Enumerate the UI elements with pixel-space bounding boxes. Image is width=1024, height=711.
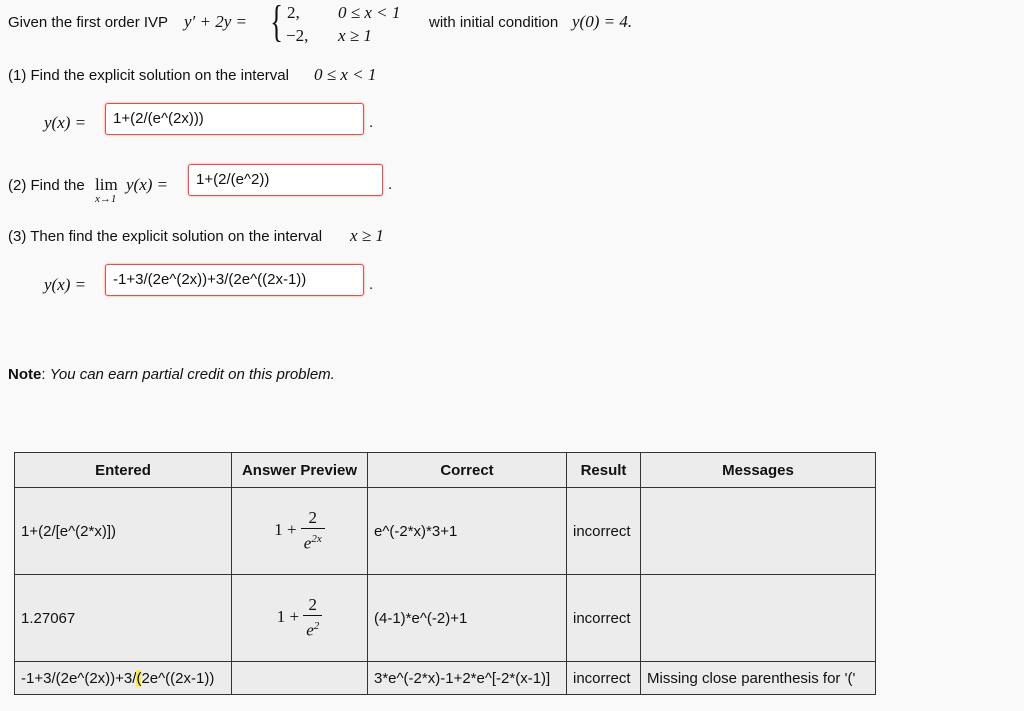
results-table xyxy=(14,452,876,695)
preview-fraction xyxy=(301,508,325,554)
note-label: Note xyxy=(8,366,42,383)
answer-input-3[interactable]: -1+3/(2e^(2x))+3/(2e^((2x-1)) xyxy=(105,264,364,296)
case2-value: −2, xyxy=(286,26,309,45)
table-row xyxy=(15,662,876,695)
header-correct: Correct xyxy=(368,453,567,488)
header-result: Result xyxy=(567,453,641,488)
part3-interval: x ≥ 1 xyxy=(350,226,384,245)
preview-numerator: 2 xyxy=(308,508,317,528)
entered-pre: -1+3/(2e^(2x))+3/ xyxy=(21,669,137,687)
preview-fraction xyxy=(303,595,322,641)
header-messages: Messages xyxy=(641,453,876,488)
note: Note: You can earn partial credit on this problem. xyxy=(8,366,335,383)
correct-cell: (4-1)*e^(-2)+1 xyxy=(368,575,567,662)
initial-condition-math: y(0) = 4. xyxy=(572,12,633,31)
header-entered: Entered xyxy=(15,453,232,488)
result-cell: incorrect xyxy=(567,575,641,662)
part2-prompt: (2) Find the xyxy=(8,177,85,194)
part3-lhs: y(x) = xyxy=(44,275,87,294)
message-cell xyxy=(641,575,876,662)
preview-lead: 1 + xyxy=(274,519,297,539)
preview-denominator: $e^{2x}$ xyxy=(301,528,325,554)
table-row xyxy=(15,575,876,662)
note-text: You can earn partial credit on this problem. xyxy=(49,366,335,383)
case1-value: 2, xyxy=(287,3,300,22)
ode-lhs: y′ + 2y = xyxy=(184,12,248,31)
limit-operator: lim xyxy=(95,175,118,194)
piecewise-brace: { xyxy=(270,0,283,46)
table-row xyxy=(15,488,876,575)
entered-cell: 1.27067 xyxy=(15,575,232,662)
problem-intro: Given the first order IVP xyxy=(8,14,169,31)
table-header-row xyxy=(15,453,876,488)
part1-prompt: (1) Find the explicit solution on the interval xyxy=(8,67,289,84)
part3-prompt: (3) Then find the explicit solution on the interval xyxy=(8,228,323,245)
preview-denominator: $e^2$ xyxy=(303,615,322,641)
result-cell: incorrect xyxy=(567,488,641,575)
initial-condition-text: with initial condition xyxy=(429,14,559,31)
limit-subscript: x→1 xyxy=(95,193,117,205)
period: . xyxy=(369,276,374,293)
entered-post: 2e^((2x-1)) xyxy=(141,669,215,687)
case2-condition: x ≥ 1 xyxy=(338,26,372,45)
part1-interval: 0 ≤ x < 1 xyxy=(314,65,377,84)
period: . xyxy=(388,176,393,193)
preview-cell xyxy=(232,575,368,662)
answer-input-2[interactable]: 1+(2/(e^2)) xyxy=(188,164,383,196)
preview-lead: 1 + xyxy=(276,606,300,626)
preview-numerator: 2 xyxy=(308,595,317,615)
answer-input-1[interactable]: 1+(2/(e^(2x))) xyxy=(105,103,364,135)
case1-condition: 0 ≤ x < 1 xyxy=(338,3,401,22)
limit-expression: y(x) = xyxy=(126,175,169,194)
preview-cell xyxy=(232,488,368,575)
correct-cell: 3*e^(-2*x)-1+2*e^[-2*(x-1)] xyxy=(368,662,567,695)
message-cell xyxy=(641,488,876,575)
entered-cell xyxy=(15,662,232,695)
message-cell: Missing close parenthesis for '(' xyxy=(641,662,876,695)
period: . xyxy=(369,114,374,131)
entered-cell: 1+(2/[e^(2*x)]) xyxy=(15,488,232,575)
result-cell: incorrect xyxy=(567,662,641,695)
preview-cell xyxy=(232,662,368,695)
header-answer-preview: Answer Preview xyxy=(232,453,368,488)
entered-highlight: ( xyxy=(136,669,142,687)
correct-cell: e^(-2*x)*3+1 xyxy=(368,488,567,575)
part1-lhs: y(x) = xyxy=(44,113,87,132)
